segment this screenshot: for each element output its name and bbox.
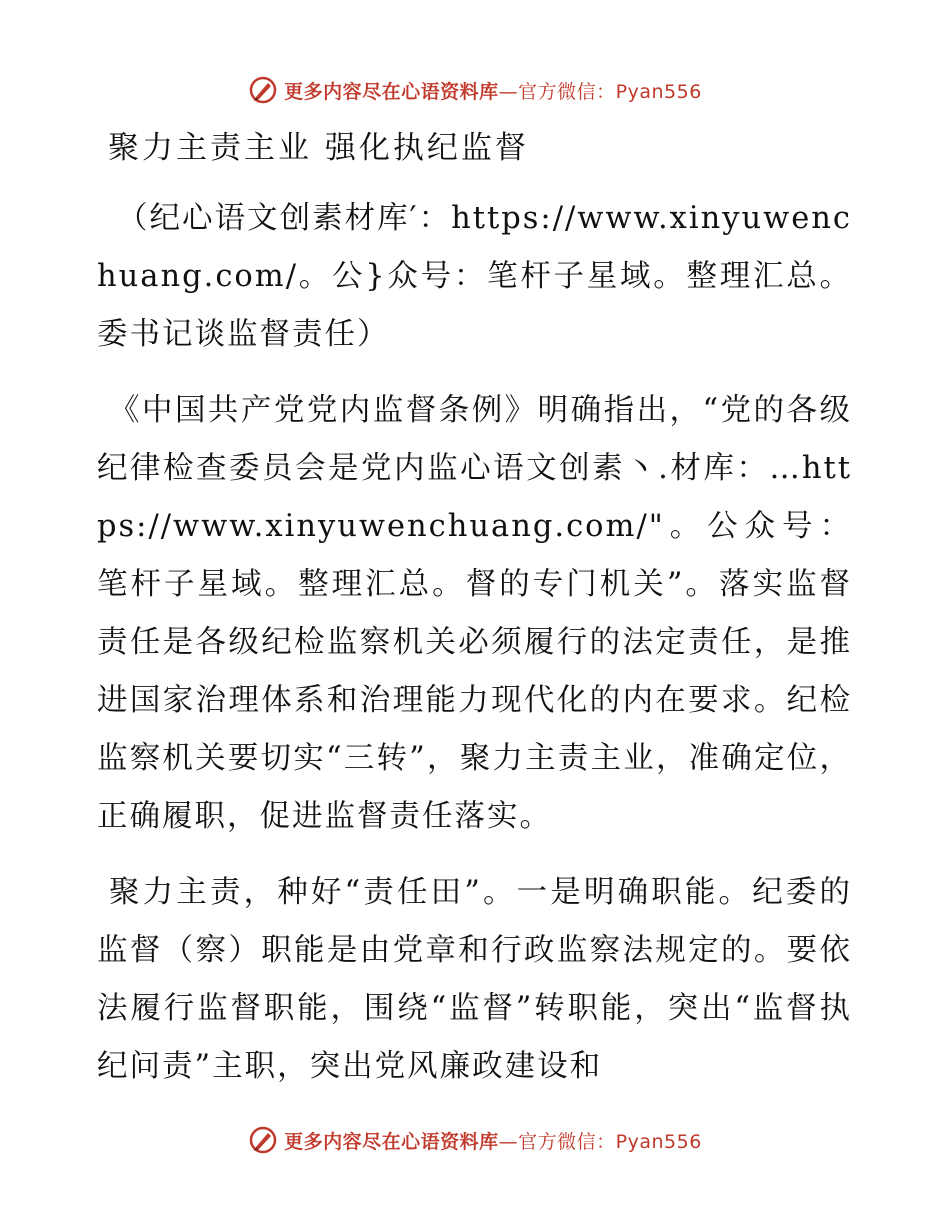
paragraph-intro: 《中国共产党党内监督条例》明确指出，“党的各级纪律检查委员会是党内监心语文创素丶.材库：…https://www.xinyuwenchuang.com/"。公众号：笔杆子星域。整理汇总。督的专门机关”。落实监督责任是各级纪检监察机关必须履行的法定责任，是推进国家治理体系和治理能力现代化的内在要求。纪检监察机关要切实“三转”，聚力主责主业，准确定位，正确履职，促进监督责任落实。 [97, 393, 852, 834]
paragraph-responsibility: 聚力主责，种好“责任田”。一是明确职能。纪委的监督（察）职能是由党章和行政监察法规定的。要依法履行监督职能，围绕“监督”转职能，突出“监督执纪问责”主职，突出党风廉政建设和 [97, 875, 852, 1084]
document-body [97, 190, 852, 1114]
pen-circle-logo-icon [248, 1125, 278, 1155]
header-watermark [0, 70, 950, 110]
paragraph-source-note: （纪心语文创素材库′：https://www.xinyuwenchuang.com/。公}众号：笔杆子星域。整理汇总。委书记谈监督责任） [97, 201, 852, 352]
document-title: 聚力主责主业 强化执纪监督 [108, 130, 529, 166]
watermark-text: 更多内容尽在心语资料库—官方微信：Pyan556 [284, 1130, 702, 1153]
footer-watermark [0, 1120, 950, 1160]
pen-circle-logo-icon [248, 75, 278, 105]
watermark-text: 更多内容尽在心语资料库—官方微信：Pyan556 [284, 80, 702, 103]
